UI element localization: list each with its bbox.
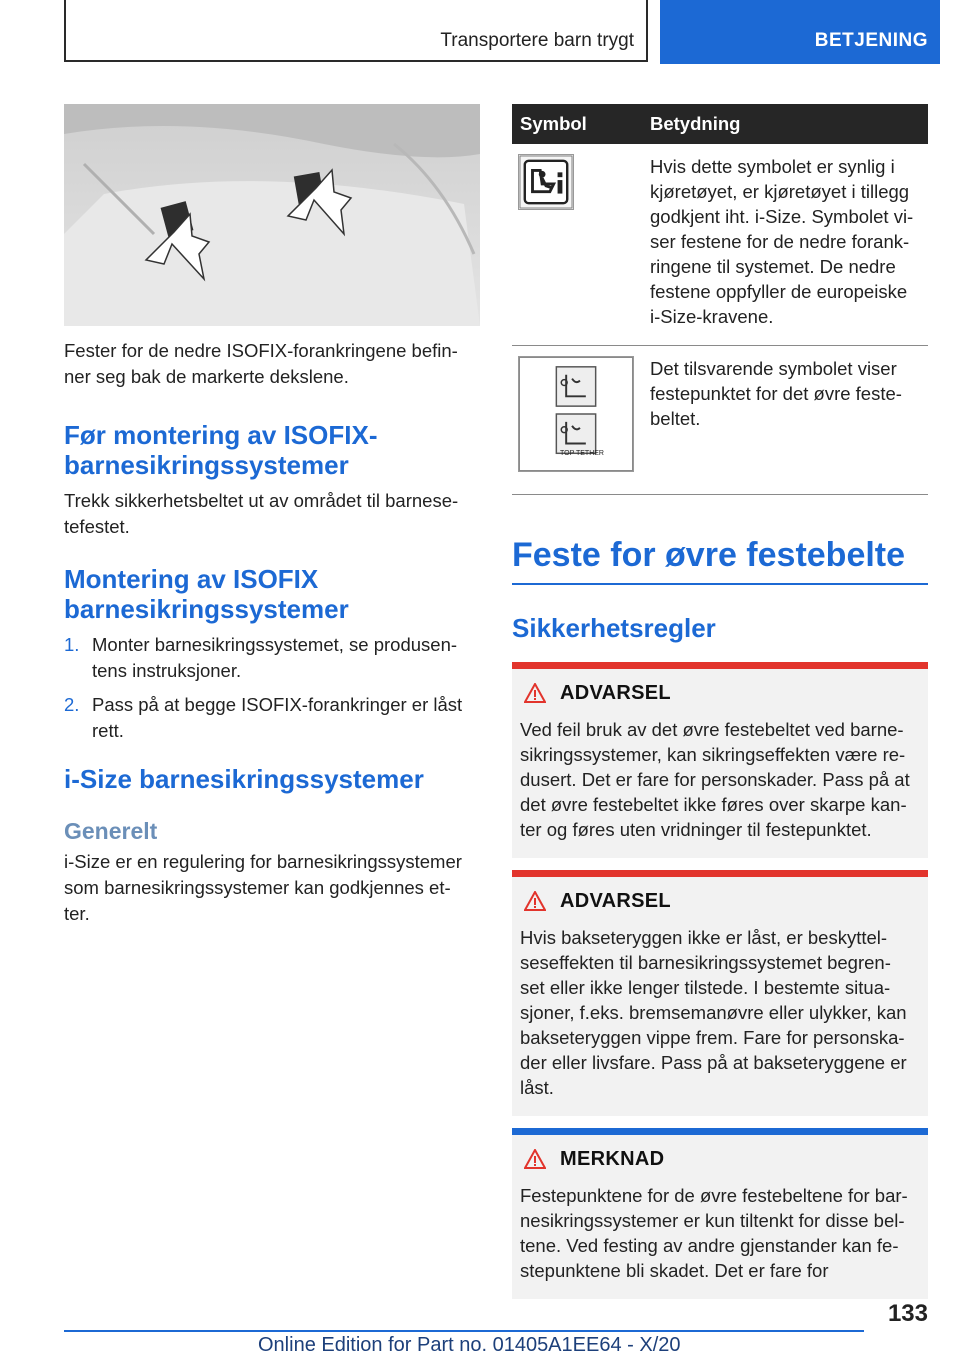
paragraph-pull-belt: Trekk sikkerhetsbeltet ut av området til barnese- tefestet.	[64, 490, 459, 537]
note-triangle-icon	[524, 1149, 546, 1169]
table-row	[512, 346, 928, 495]
footer-divider	[64, 1330, 864, 1332]
warning-text: Ved feil bruk av det øvre festebeltet ved barne- sikringssystemer, kan sikringseffekten være re- dusert. Det er fare for personskader. Pass på at det øvre festebeltet ikke føres over skarpe kan- ter og føres uten vridninger til festepunktet.	[520, 719, 910, 840]
table-header-meaning: Betydning	[642, 104, 928, 144]
header-section-title: Transportere barn trygt	[440, 30, 634, 51]
heading-mounting: Montering av ISOFIX barnesikringssystemer	[64, 564, 349, 624]
step-number: 2.	[64, 694, 80, 715]
warning-label: ADVARSEL	[560, 889, 671, 912]
edition-link[interactable]: Online Edition for Part no. 01405A1EE64 - X/20	[258, 1334, 681, 1356]
warning-triangle-icon	[524, 891, 546, 911]
step-number: 1.	[64, 634, 80, 655]
table-header-symbol: Symbol	[512, 104, 642, 144]
photo-caption: Fester for de nedre ISOFIX-forankringene befin- ner seg bak de markerte dekslene.	[64, 340, 458, 387]
header-section-box	[64, 0, 648, 62]
note-label: MERKNAD	[560, 1147, 665, 1170]
heading-before-mounting: Før montering av ISOFIX- barnesikringssystemer	[64, 420, 378, 480]
warning-triangle-icon	[524, 683, 546, 703]
warning-box	[512, 662, 928, 858]
note-box	[512, 1128, 928, 1299]
list-item	[64, 632, 480, 684]
heading-isize: i-Size barnesikringssystemer	[64, 764, 424, 794]
heading-general: Generelt	[64, 818, 158, 844]
header-chapter-label: BETJENING	[814, 30, 928, 51]
warning-label: ADVARSEL	[560, 681, 671, 704]
right-column	[512, 104, 928, 1299]
warning-text: Hvis bakseteryggen ikke er låst, er beskyttel- seseffekten til barnesikringssystemet begren- set eller ikke lenger tilstede. I bestemte situa- sjoner, f.eks. bremsemanøvre eller ulykker, kan bakseteryggen vippe frem. Fare for personska- der eller livsfare. Pass på at bakseteryggene er låst.	[520, 927, 907, 1098]
symbol-table	[512, 104, 928, 495]
section-title: Feste for øvre festebelte	[512, 535, 928, 585]
left-column	[64, 104, 480, 927]
warning-box	[512, 870, 928, 1116]
isofix-seat-photo	[64, 104, 480, 326]
mounting-steps	[64, 632, 480, 744]
step-text: Pass på at begge ISOFIX-forankringer er låst rett.	[92, 694, 463, 741]
warning-bar	[512, 662, 928, 669]
page-number: 133	[887, 1300, 928, 1327]
meaning-cell: Det tilsvarende symbolet viser festepunktet for det øvre feste- beltet.	[642, 346, 928, 495]
symbol-cell	[512, 346, 642, 495]
safety-rules-heading: Sikkerhetsregler	[512, 613, 716, 643]
step-text: Monter barnesikringssystemet, se produsen- tens instruksjoner.	[92, 634, 458, 681]
header-chapter-tab[interactable]	[660, 0, 940, 64]
isize-child-seat-icon	[518, 154, 574, 210]
warning-bar	[512, 870, 928, 877]
symbol-cell	[512, 144, 642, 346]
list-item	[64, 692, 480, 744]
note-bar	[512, 1128, 928, 1135]
meaning-cell: Hvis dette symbolet er synlig i kjøretøyet, er kjøretøyet i tillegg godkjent iht. i-Size. Symbolet vi- ser festene for de nedre forank- ringene til systemet. De nedre festene oppfyller de europeiske i-Size-kravene.	[642, 144, 928, 346]
top-tether-caption: TOP TETHER	[560, 450, 604, 457]
table-row	[512, 144, 928, 346]
note-text: Festepunktene for de øvre festebeltene for bar- nesikringssystemer er kun tiltenkt for disse bel- tene. Ved festing av andre gjenstander kan fe- stepunktene bli skadet. Det er fare for	[520, 1185, 908, 1281]
paragraph-isize-general: i-Size er en regulering for barnesikringssystemer som barnesikringssystemer kan godkjennes et- ter.	[64, 851, 462, 924]
